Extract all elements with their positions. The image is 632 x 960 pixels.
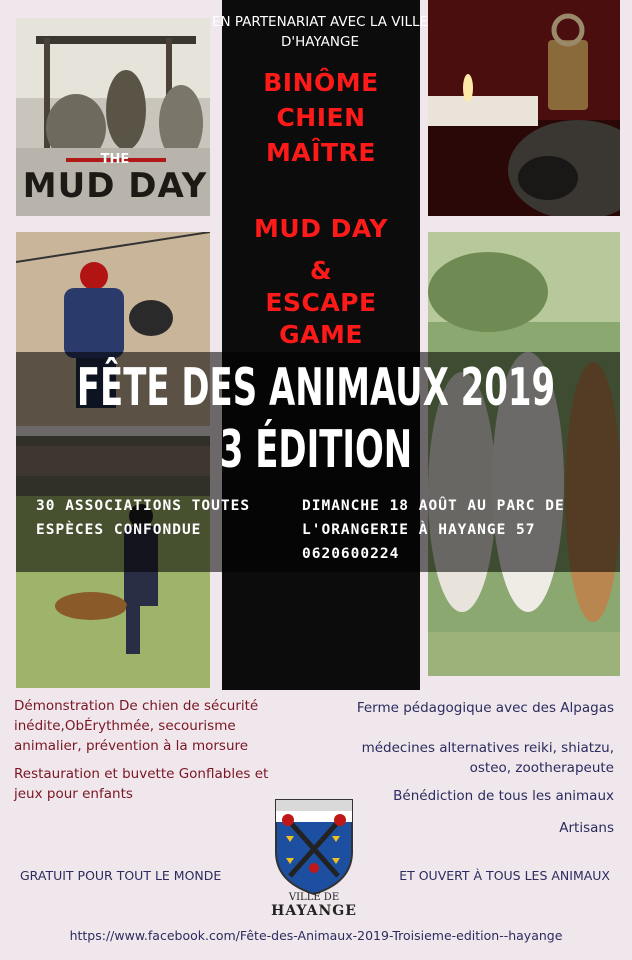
info-associations <box>36 494 296 542</box>
partner-line-1: EN PARTENARIAT AVEC LA VILLE <box>211 14 429 30</box>
demo-line-1: Démonstration De chien de sécurité <box>14 698 259 714</box>
open-text: ET OUVERT À TOUS LES ANIMAUX <box>399 868 610 883</box>
info-phone: 0620600224 <box>302 546 400 562</box>
info-date-line: DIMANCHE 18 AOÛT AU PARC DE <box>302 498 565 514</box>
red-title-maitre: MAÎTRE <box>266 138 376 167</box>
food-line-1: Restauration et buvette Gonflables et <box>14 766 269 782</box>
blessing-text: Bénédiction de tous les animaux <box>393 788 614 804</box>
demo-text <box>14 696 304 756</box>
food-line-2: jeux pour enfants <box>14 786 133 802</box>
free-text: GRATUIT POUR TOUT LE MONDE <box>20 868 222 883</box>
partner-line <box>150 12 490 52</box>
red-title-chien: CHIEN <box>276 103 366 132</box>
red-title-ampersand: & <box>309 256 333 285</box>
artisans-text: Artisans <box>559 820 614 836</box>
facebook-url[interactable]: https://www.facebook.com/Fête-des-Animaux-2019-Troisieme-edition--hayange <box>69 928 563 943</box>
medicine-line-1: médecines alternatives reiki, shiatzu, <box>361 740 614 756</box>
red-title-binome: BINÔME <box>263 68 379 97</box>
demo-line-2: inédite,ObÉrythmée, secourisme <box>14 718 236 734</box>
medicine-line-2: osteo, zootherapeute <box>469 760 614 776</box>
red-title-game: GAME <box>279 320 363 349</box>
red-title-escape: ESCAPE <box>265 288 377 317</box>
mud-day-logo-small: THE <box>100 152 130 167</box>
sub-title: 3 ÉDITION <box>219 418 413 480</box>
info-place-line: L'ORANGERIE À HAYANGE 57 <box>302 522 536 538</box>
food-text <box>14 764 304 804</box>
crest-hayange: HAYANGE <box>271 903 357 919</box>
hayange-crest-icon <box>272 796 356 896</box>
main-title: FÊTE DES ANIMAUX 2019 <box>76 356 556 418</box>
farm-text: Ferme pédagogique avec des Alpagas <box>356 700 614 716</box>
info-associations-line-2: ESPÈCES CONFONDUE <box>36 522 202 538</box>
info-date-place <box>302 494 620 566</box>
partner-line-2: D'HAYANGE <box>281 34 359 50</box>
mud-day-logo-big: MUD DAY <box>22 166 208 206</box>
demo-line-3: animalier, prévention à la morsure <box>14 738 249 754</box>
info-associations-line-1: 30 ASSOCIATIONS TOUTES <box>36 498 251 514</box>
crest-ville-de: VILLE DE <box>288 892 340 903</box>
medicine-text <box>318 738 614 778</box>
red-title-mud-day: MUD DAY <box>254 214 388 243</box>
